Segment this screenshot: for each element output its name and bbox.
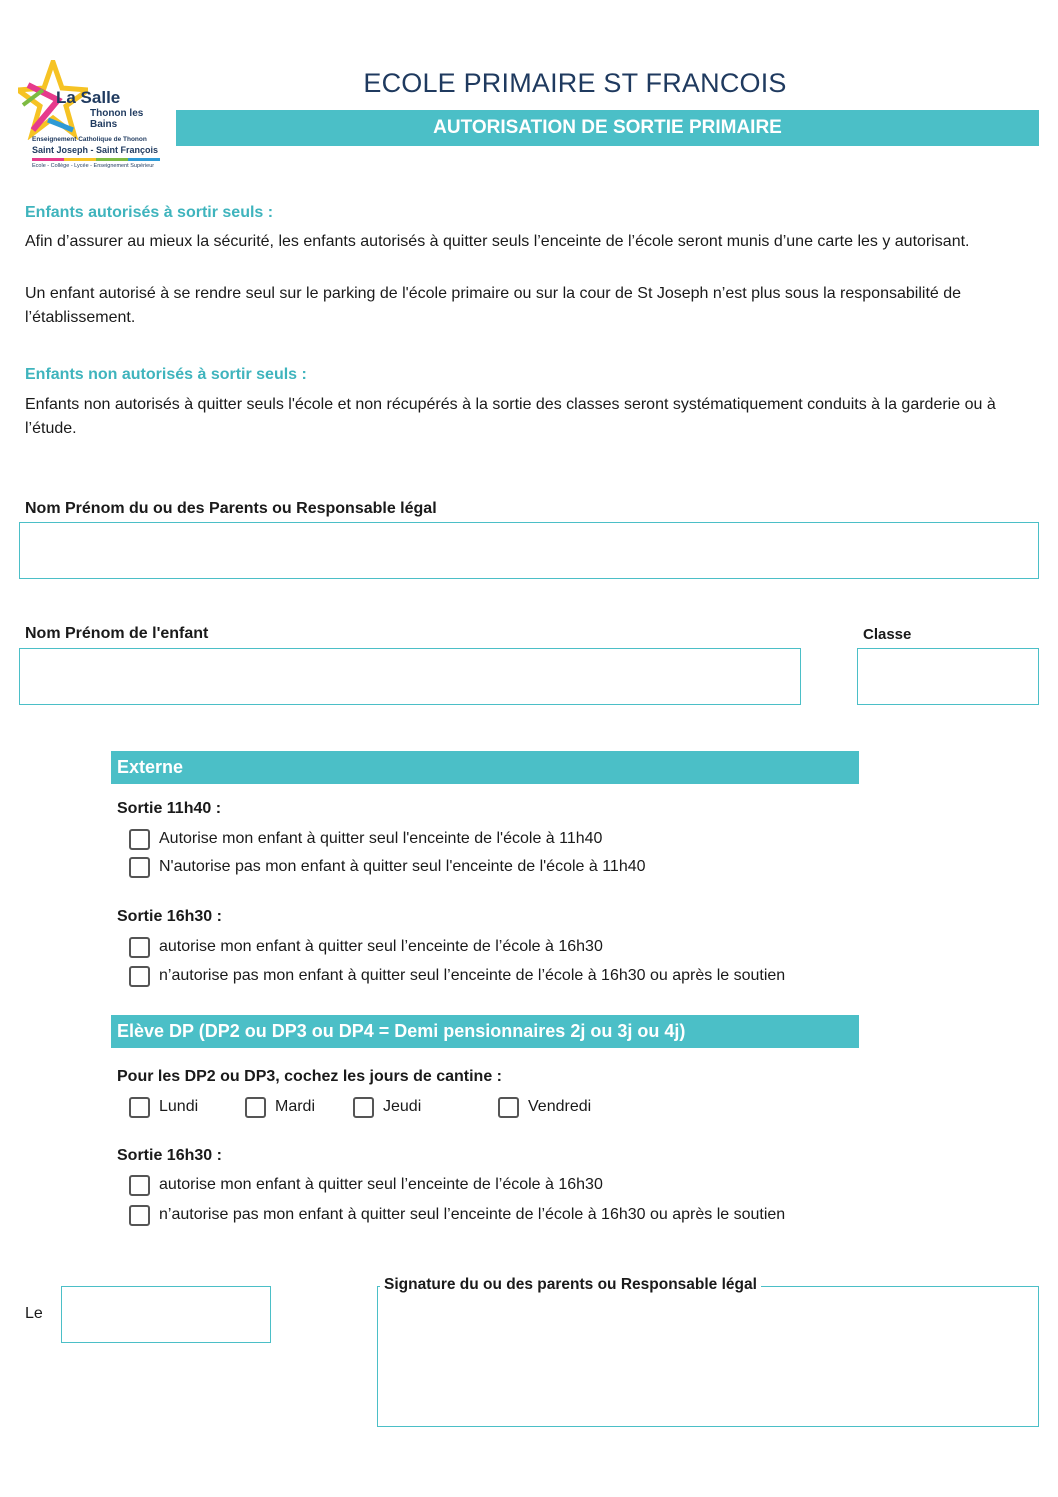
day-lundi-label: Lundi [159,1098,199,1115]
class-label: Classe [863,626,912,643]
child-name-field[interactable] [19,648,801,705]
day-mardi-checkbox[interactable] [245,1097,266,1118]
day-jeudi-label: Jeudi [383,1098,422,1115]
day-vendredi-checkbox[interactable] [498,1097,519,1118]
day-vendredi-label: Vendredi [528,1098,592,1115]
page-subtitle: AUTORISATION DE SORTIE PRIMAIRE [433,117,782,138]
logo-color-strip [32,158,160,161]
day-mardi-label: Mardi [275,1098,316,1115]
date-label: Le [25,1305,43,1322]
class-field[interactable] [857,648,1039,705]
dp-days-label: Pour les DP2 ou DP3, cochez les jours de cantine : [117,1068,502,1085]
externe-sortie1-opt1-checkbox[interactable] [129,829,150,850]
child-name-label: Nom Prénom de l'enfant [25,625,209,642]
logo-line2: Saint Joseph - Saint François [32,145,159,155]
externe-sortie2-opt1-checkbox[interactable] [129,937,150,958]
subtitle-bar [176,110,1039,146]
day-jeudi-checkbox[interactable] [353,1097,374,1118]
externe-sortie2-opt1-label: autorise mon enfant à quitter seul l’enceinte de l’école à 16h30 [159,938,603,955]
logo-name: La Salle [56,88,121,107]
externe-sortie1-opt2-label: N'autorise pas mon enfant à quitter seul l'enceinte de l'école à 11h40 [159,858,646,875]
logo-line1: Enseignement Catholique de Thonon [32,136,147,143]
dp-sortie-label: Sortie 16h30 : [117,1147,222,1164]
externe-sortie1-opt2-checkbox[interactable] [129,857,150,878]
dp-bar: Elève DP (DP2 ou DP3 ou DP4 = Demi pensionnaires 2j ou 3j ou 4j) [111,1015,859,1048]
section2-para1: Enfants non autorisés à quitter seuls l'école et non récupérés à la sortie des classes seront systématiquement conduits à la garderie ou à l’étude. [25,396,996,437]
externe-sortie2-opt2-label: n’autorise pas mon enfant à quitter seul l’enceinte de l’école à 16h30 ou après le soutien [159,967,786,984]
externe-sortie1-opt1-label: Autorise mon enfant à quitter seul l'enceinte de l'école à 11h40 [159,830,603,847]
date-field[interactable] [61,1286,271,1343]
day-lundi-checkbox[interactable] [129,1097,150,1118]
externe-sortie2-opt2-checkbox[interactable] [129,966,150,987]
externe-bar: Externe [111,751,859,784]
section1-para2: Un enfant autorisé à se rendre seul sur le parking de l'école primaire ou sur la cour de St Joseph n’est plus sous la responsabilité de l’établissement. [25,285,962,326]
logo-line3: Ecole - Collège - Lycée - Enseignement Supérieur [32,163,155,169]
signature-label: Signature du ou des parents ou Responsable légal [380,1276,761,1294]
section2-heading: Enfants non autorisés à sortir seuls : [25,366,307,383]
externe-sortie2-label: Sortie 16h30 : [117,908,222,925]
section1-para1: Afin d’assurer au mieux la sécurité, les enfants autorisés à quitter seuls l’enceinte de l’école seront munis d’une carte les y autorisant. [25,233,970,250]
dp-sortie-opt1-label: autorise mon enfant à quitter seul l’enceinte de l’école à 16h30 [159,1176,603,1193]
parent-name-field[interactable] [19,522,1039,579]
parent-name-label: Nom Prénom du ou des Parents ou Responsable légal [25,500,437,517]
page-title: ECOLE PRIMAIRE ST FRANCOIS [363,68,787,98]
externe-sortie1-label: Sortie 11h40 : [117,800,222,817]
dp-sortie-opt1-checkbox[interactable] [129,1175,150,1196]
section1-heading: Enfants autorisés à sortir seuls : [25,204,274,221]
school-logo [18,60,168,175]
signature-field[interactable] [377,1286,1039,1427]
logo-city: Thonon les Bains [90,108,144,130]
dp-sortie-opt2-label: n’autorise pas mon enfant à quitter seul l’enceinte de l’école à 16h30 ou après le soutien [159,1206,786,1223]
dp-sortie-opt2-checkbox[interactable] [129,1205,150,1226]
